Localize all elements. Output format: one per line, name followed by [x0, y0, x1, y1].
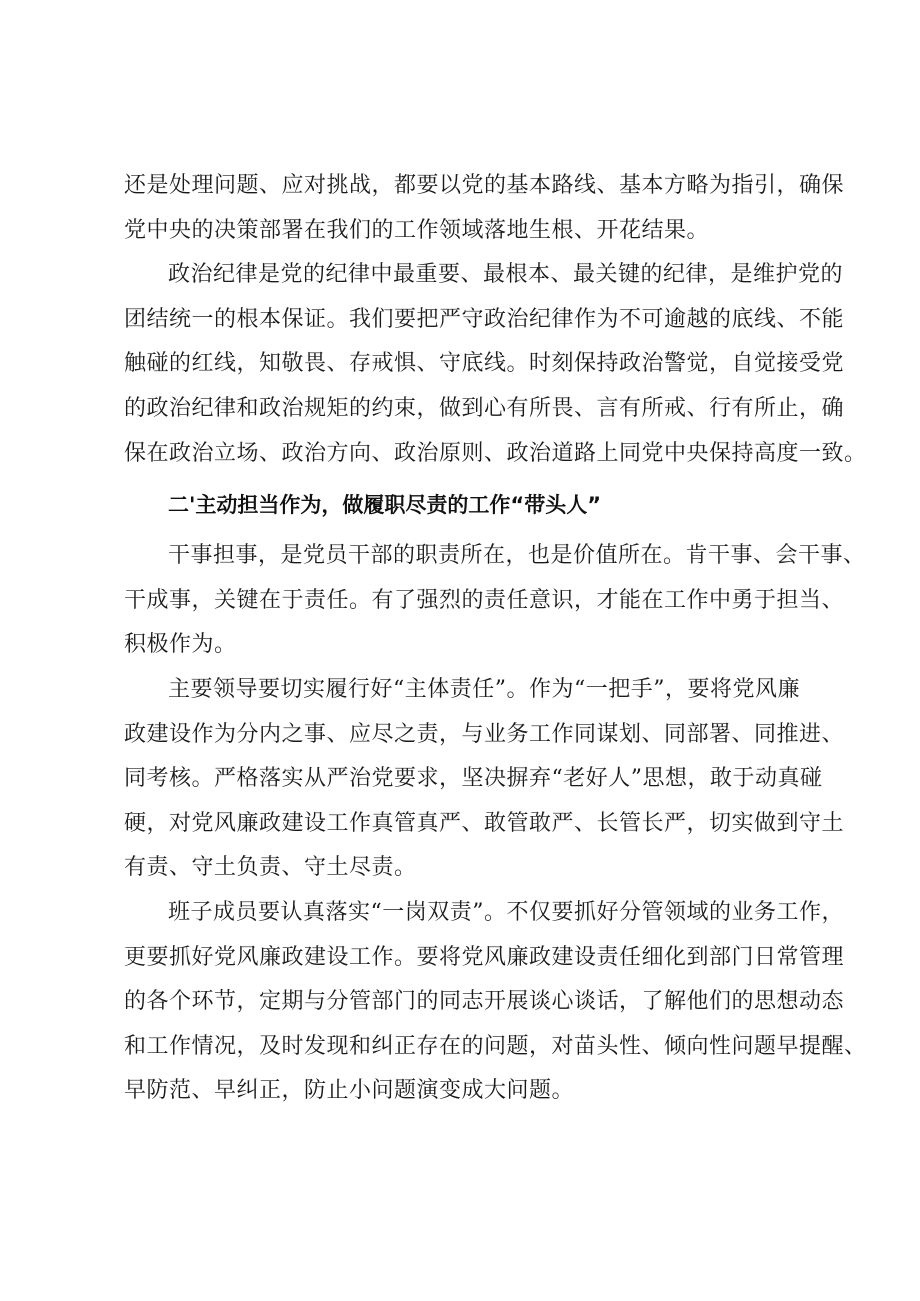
text-line: 的政治纪律和政治规矩的约束，做到心有所畏、言有所戒、行有所止，确 [124, 395, 845, 421]
text-line: 政建设作为分内之事、应尽之责，与业务工作同谋划、同部署、同推进、 [124, 721, 845, 747]
text-line: 早防范、早纠正，防止小问题演变成大问题。 [124, 1078, 575, 1104]
text-line: 保在政治立场、政治方向、政治原则、政治道路上同党中央保持高度一致。 [124, 440, 867, 466]
paragraph-team-members [124, 891, 867, 1114]
text-line: 党中央的决策部署在我们的工作领域落地生根、开花结果。 [124, 217, 710, 243]
text-line: 干成事，关键在于责任。有了强烈的责任意识，才能在工作中勇于担当、 [124, 587, 845, 613]
text-line: 积极作为。 [124, 632, 237, 658]
paragraph-continued [124, 164, 845, 253]
text-line: 触碰的红线，知敬畏、存戒惧、守底线。时刻保持政治警觉，自觉接受党 [124, 351, 845, 377]
text-line: 同考核。严格落实从严治党要求，坚决摒弃“老好人”思想，敢于动真碰 [124, 766, 823, 792]
paragraph-main-leader [124, 668, 845, 891]
text-line: 班子成员要认真落实“一岗双责”。不仅要抓好分管领域的业务工作， [168, 899, 844, 925]
text-line: 政治纪律是党的纪律中最重要、最根本、最关键的纪律，是维护党的 [168, 262, 844, 288]
document-body [124, 164, 867, 1114]
text-line: 有责、守土负责、守土尽责。 [124, 855, 417, 881]
text-line: 的各个环节，定期与分管部门的同志开展谈心谈话，了解他们的思想动态 [124, 989, 845, 1015]
text-line: 硬，对党风廉政建设工作真管真严、敢管敢严、长管长严，切实做到守土 [124, 810, 845, 836]
text-line: 和工作情况，及时发现和纠正存在的问题，对苗头性、倾向性问题早提醒、 [124, 1033, 867, 1059]
paragraph-political-discipline [124, 253, 867, 476]
text-line: 干事担事，是党员干部的职责所在，也是价值所在。肯干事、会干事、 [168, 543, 866, 569]
paragraph-responsibility [124, 534, 866, 668]
section-heading: 二'主动担当作为，做履职尽责的工作“带头人” [168, 493, 602, 518]
text-line: 更要抓好党风廉政建设工作。要将党风廉政建设责任细化到部门日常管理 [124, 944, 845, 970]
text-line: 还是处理问题、应对挑战，都要以党的基本路线、基本方略为指引，确保 [124, 173, 845, 198]
text-line: 主要领导要切实履行好“主体责任”。作为“一把手”，要将党风廉 [168, 676, 800, 702]
text-line: 团结统一的根本保证。我们要把严守政治纪律作为不可逾越的底线、不能 [124, 306, 845, 332]
